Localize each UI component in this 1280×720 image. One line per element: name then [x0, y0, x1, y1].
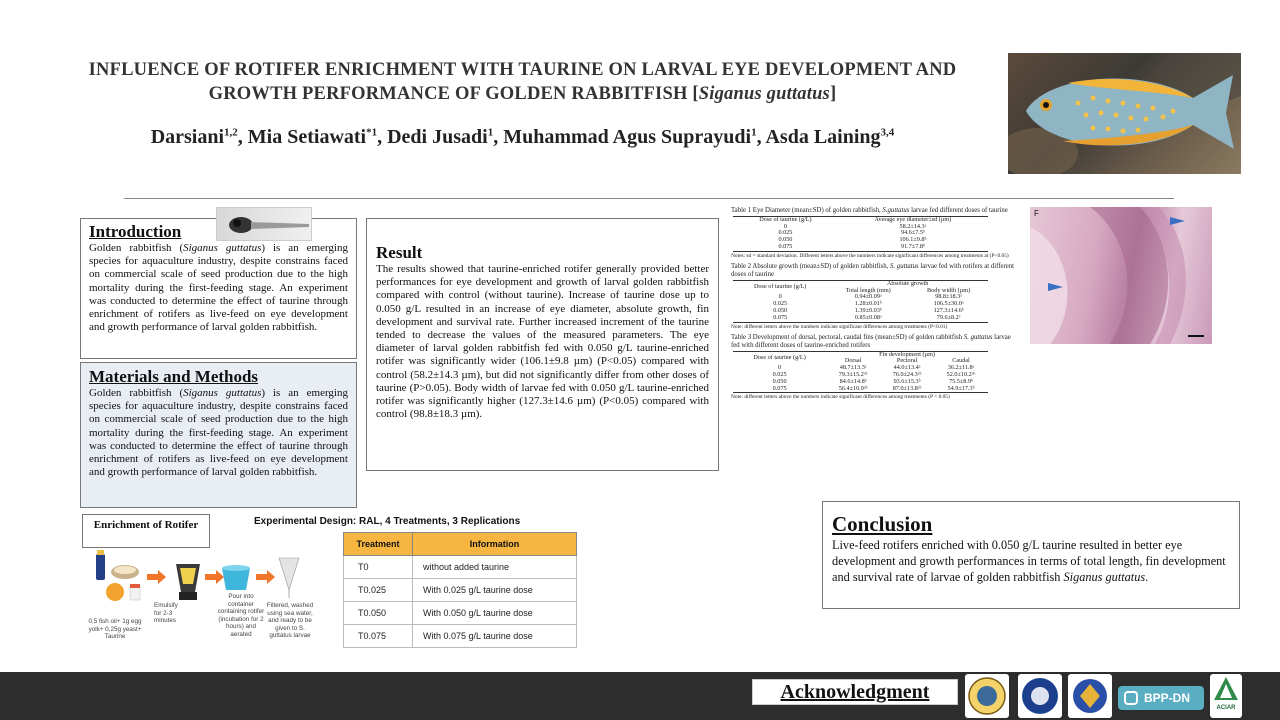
table3-header-pectoral: Pectoral [896, 357, 918, 365]
table1-cell: 91.7±7.8ᵇ [838, 244, 988, 251]
table1-row [733, 230, 988, 237]
author-affiliation-3: 1 [751, 126, 757, 139]
table3-row [733, 386, 988, 393]
table3-cell: 75.5±8.9ᵇ [949, 377, 973, 385]
table3-note: Note: different letters above the numbers indicate significant differences among treatments (P < 0.05) [731, 394, 950, 401]
table3-header-caudal: Caudal [952, 357, 970, 365]
arrow-icon [205, 570, 224, 584]
table2-header-dose: Dose of taurine (g/L) [733, 280, 827, 294]
table1-cell: 0 [783, 222, 787, 230]
bpp-dn-label: BPP-DN [1144, 691, 1191, 705]
table3-header-dose: Dose of taurine (g/L) [733, 351, 826, 365]
table2-cell: 98.8±18.3ᵃ [935, 293, 962, 301]
step4-label: Filtered, washed using sea water, and ready to be given to S. guttatus larvae [266, 602, 314, 639]
table2-cell: 0.050 [773, 306, 788, 314]
table2-cell: 79.6±8.2ᵃ [909, 315, 988, 322]
bpp-dn-icon [1124, 691, 1138, 705]
table2-caption: Table 2 Absolute growth (mean±SD) of golden rabbitfish, S. guttatus larvae fed with rotifers at different doses of taurine [731, 263, 1015, 278]
table2-group-header: Absolute growth [827, 280, 988, 287]
step3-label: Pour into container containing rotifer (incubation for 2 hours) and aerated [217, 593, 265, 638]
table3-cell: 93.6±15.3ᵇ [893, 377, 921, 385]
conclusion-heading: Conclusion [832, 512, 933, 536]
table1-cell: 0.050 [778, 236, 793, 244]
author-separator-1: , [377, 126, 388, 148]
author-separator-3: , [756, 126, 766, 148]
table2-cell: 0.94±0.09ᵃ [854, 293, 882, 301]
treatment-info: With 0.025 g/L taurine dose [413, 579, 577, 602]
enrichment-title: Enrichment of Rotifer [82, 514, 210, 548]
table3-cell: 0.075 [733, 386, 826, 393]
table3-header-dorsal: Dorsal [844, 357, 862, 365]
table2-cell: 0.025 [773, 300, 788, 308]
title-line-2: GROWTH PERFORMANCE OF GOLDEN RABBITFISH [Siganus guttatus] [208, 84, 837, 104]
table3-group-header: Fin development (µm) [826, 351, 988, 358]
table3-caption: Table 3 Development of dorsal, pectoral, caudal fins (mean±SD) of golden rabbitfish S. guttatus larvae fed with different doses of taurine-enriched rotifers [731, 333, 1011, 349]
table1-row [733, 224, 988, 231]
filter-icon [279, 558, 299, 598]
enrichment-process-diagram [80, 550, 340, 650]
table3-cell: 36.2±11.8ᵃ [947, 364, 975, 372]
table2-row [733, 315, 988, 322]
table2-cell: 0 [778, 293, 782, 301]
header-divider [124, 198, 1174, 199]
result-text: The results showed that taurine-enriched rotifer generally provided better performances for eye development and growth of larval golden rabbitfish compared with control (without taurine). Increase of taurine dose up to 0.050 g/L resulted in an increase of eye diameter, absolute growth, fin development and survival rate. Further increased increment of the taurine tended to decrease the values of the measured parameters. The eye diameter of larval golden rabbitfish fed with 0.050 g/L taurine-enriched rotifer was significantly wider (106.1±9.8 µm) (P<0.05) compared with control (58.2±14.3 µm), but did not significantly differ from other doses of taurine (P>0.05). Body width of larvae fed with 0.050 g/L taurine-enriched rotifer was significantly higher (127.3±14.6 µm) (P<0.05) compared with control (98.8±18.3 µm). [376, 263, 709, 421]
ipb-logo [1018, 674, 1062, 718]
table1-eye-diameter [733, 216, 988, 252]
author-affiliation-4: 3,4 [880, 126, 895, 139]
treatment-code: T0.025 [344, 579, 413, 602]
table3-cell: 87.0±13.8ᵃᵇ [880, 386, 934, 393]
university-logo [965, 674, 1009, 718]
author-separator-2: , [493, 126, 504, 148]
table1-cell: 106.1±9.8ᵇ [899, 236, 927, 244]
table1-cell: 58.2±14.3ᵃ [899, 222, 927, 230]
table2-header-length: Total length (mm) [845, 286, 891, 294]
treatment-row [344, 625, 577, 648]
table1-header-dose: Dose of taurine (g/L) [733, 216, 838, 223]
table2-cell: 106.5±30.0ᵃ [933, 300, 964, 308]
author-3: Muhammad Agus Suprayudi [503, 126, 752, 148]
author-list [40, 126, 1005, 149]
table3-cell: 0 [778, 364, 782, 372]
table1-cell: 0.075 [733, 244, 838, 251]
methods-text: Golden rabbitfish (Siganus guttatus) is an emerging species for aquaculture industry, despite constrains faced on commercial scale of seed production due to the high mortality during the first-feeding stage. An experiment was conducted to determine the effect of taurine through enrichment of rotifers as live-feed on eye development and growth performance of larval golden rabbitfish. [89, 387, 348, 479]
aciar-logo [1210, 674, 1242, 718]
table1-row [733, 237, 988, 244]
author-1: Mia Setiawati [247, 126, 367, 148]
ingredients-icon [96, 550, 140, 601]
histology-panel-label: F [1034, 209, 1039, 218]
table3-cell: 0.025 [772, 370, 787, 378]
table2-cell: 1.39±0.03ᵇ [854, 306, 882, 314]
treatment-table [343, 532, 577, 648]
table2-header-width: Body width (µm) [927, 286, 971, 294]
table1-cell: 0.025 [778, 229, 793, 237]
step1-label: 0,5 fish oil+ 1g egg yolk+ 0,25g yeast+ Taurine [88, 618, 142, 640]
treatment-code: T0.075 [344, 625, 413, 648]
step2-label: Emulsify for 2-3 minutes [154, 602, 178, 624]
treatment-header: Treatment [344, 533, 413, 556]
acknowledgment-label: Acknowledgment [752, 679, 958, 705]
arrow-icon [256, 570, 275, 584]
container-icon [222, 565, 250, 590]
treatment-info: With 0.050 g/L taurine dose [413, 602, 577, 625]
table2-cell: 1.28±0.01ᵇ [854, 300, 882, 308]
result-heading: Result [376, 243, 423, 262]
table3-cell: 48.7±13.3ᵃ [839, 364, 867, 372]
treatment-row [344, 579, 577, 602]
author-0: Darsiani [150, 126, 225, 148]
result-panel [366, 218, 719, 471]
rabbitfish-photo [1008, 53, 1241, 174]
table3-cell: 56.4±10.9ᵃᵇ [826, 386, 880, 393]
title-line-1: INFLUENCE OF ROTIFER ENRICHMENT WITH TAURINE ON LARVAL EYE DEVELOPMENT AND [88, 60, 957, 80]
poster-title [40, 58, 1005, 106]
table3-cell: 79.3±15.2ᵃᵇ [838, 370, 868, 378]
author-4: Asda Laining [765, 126, 881, 148]
treatment-code: T0.050 [344, 602, 413, 625]
table3-cell: 44.0±13.4ᵃ [893, 364, 921, 372]
table1-note: Notes: sd = standard deviation. Different letters above the numbers indicate significant differences among treatments at (P<0.05) [731, 252, 1009, 259]
table2-absolute-growth [733, 280, 988, 323]
aciar-label: ACIAR [1216, 705, 1236, 711]
result-tables [731, 207, 1021, 405]
treatment-info: without added taurine [413, 556, 577, 579]
larva-photo [216, 207, 312, 241]
table3-cell: 52.0±10.2ᵃᵇ [946, 370, 976, 378]
table1-caption: Table 1 Eye Diameter (mean±SD) of golden rabbitfish, S.guttatus larvae fed different doses of taurine [731, 207, 1008, 214]
table2-note: Note: different letters above the numbers indicate significant differences among treatments (P<0.01) [731, 323, 948, 330]
table1-header-diameter: Average eye diameter±sd (µm) [838, 216, 988, 223]
table2-cell: 0.075 [733, 315, 827, 322]
information-header: Information [413, 533, 577, 556]
methods-heading: Materials and Methods [89, 367, 259, 386]
introduction-heading: Introduction [89, 222, 182, 241]
conclusion-panel [822, 501, 1240, 609]
author-affiliation-0: 1,2 [224, 126, 238, 139]
table2-cell: 0.85±0.08ᵃ [827, 315, 909, 322]
table3-cell: 0.050 [772, 377, 787, 385]
eye-histology-image [1030, 207, 1212, 344]
treatment-row [344, 602, 577, 625]
author-affiliation-2: 1 [487, 126, 494, 139]
author-affiliation-1: *1 [366, 126, 378, 139]
treatment-code: T0 [344, 556, 413, 579]
ministry-logo [1068, 674, 1112, 718]
table1-row [733, 244, 988, 251]
methods-panel [80, 362, 357, 508]
table3-cell: 84.6±14.8ᵇ [839, 377, 867, 385]
author-separator-0: , [237, 126, 248, 148]
table3-fin-development [733, 351, 988, 394]
table3-cell: 76.0±24.3ᵃᵇ [892, 370, 922, 378]
table1-cell: 94.6±7.5ᵇ [900, 229, 925, 237]
treatment-info: With 0.075 g/L taurine dose [413, 625, 577, 648]
introduction-text: Golden rabbitfish (Siganus guttatus) is an emerging species for aquaculture industry, despite constrains faced on commercial scale of seed production due to the high mortality during the first-feeding stage. An experiment was conducted to determine the effect of taurine through enrichment of rotifers as live-feed on eye development and growth performance of larval golden rabbitfish. [89, 242, 348, 334]
design-title: Experimental Design: RAL, 4 Treatments, 3 Replications [254, 516, 521, 527]
author-2: Dedi Jusadi [387, 126, 488, 148]
arrow-icon [147, 570, 166, 584]
treatment-row [344, 556, 577, 579]
table3-cell: 54.9±17.3ᵇ [934, 386, 988, 393]
blender-icon [176, 564, 200, 600]
conclusion-text: Live-feed rotifers enriched with 0.050 g/L taurine resulted in better eye development and growth performances in terms of total length, fin development and survival rate of larvae of golden rabbitfish Siganus guttatus. [832, 538, 1226, 584]
bpp-dn-logo [1118, 686, 1204, 710]
table2-cell: 127.3±14.6ᵇ [933, 306, 964, 314]
